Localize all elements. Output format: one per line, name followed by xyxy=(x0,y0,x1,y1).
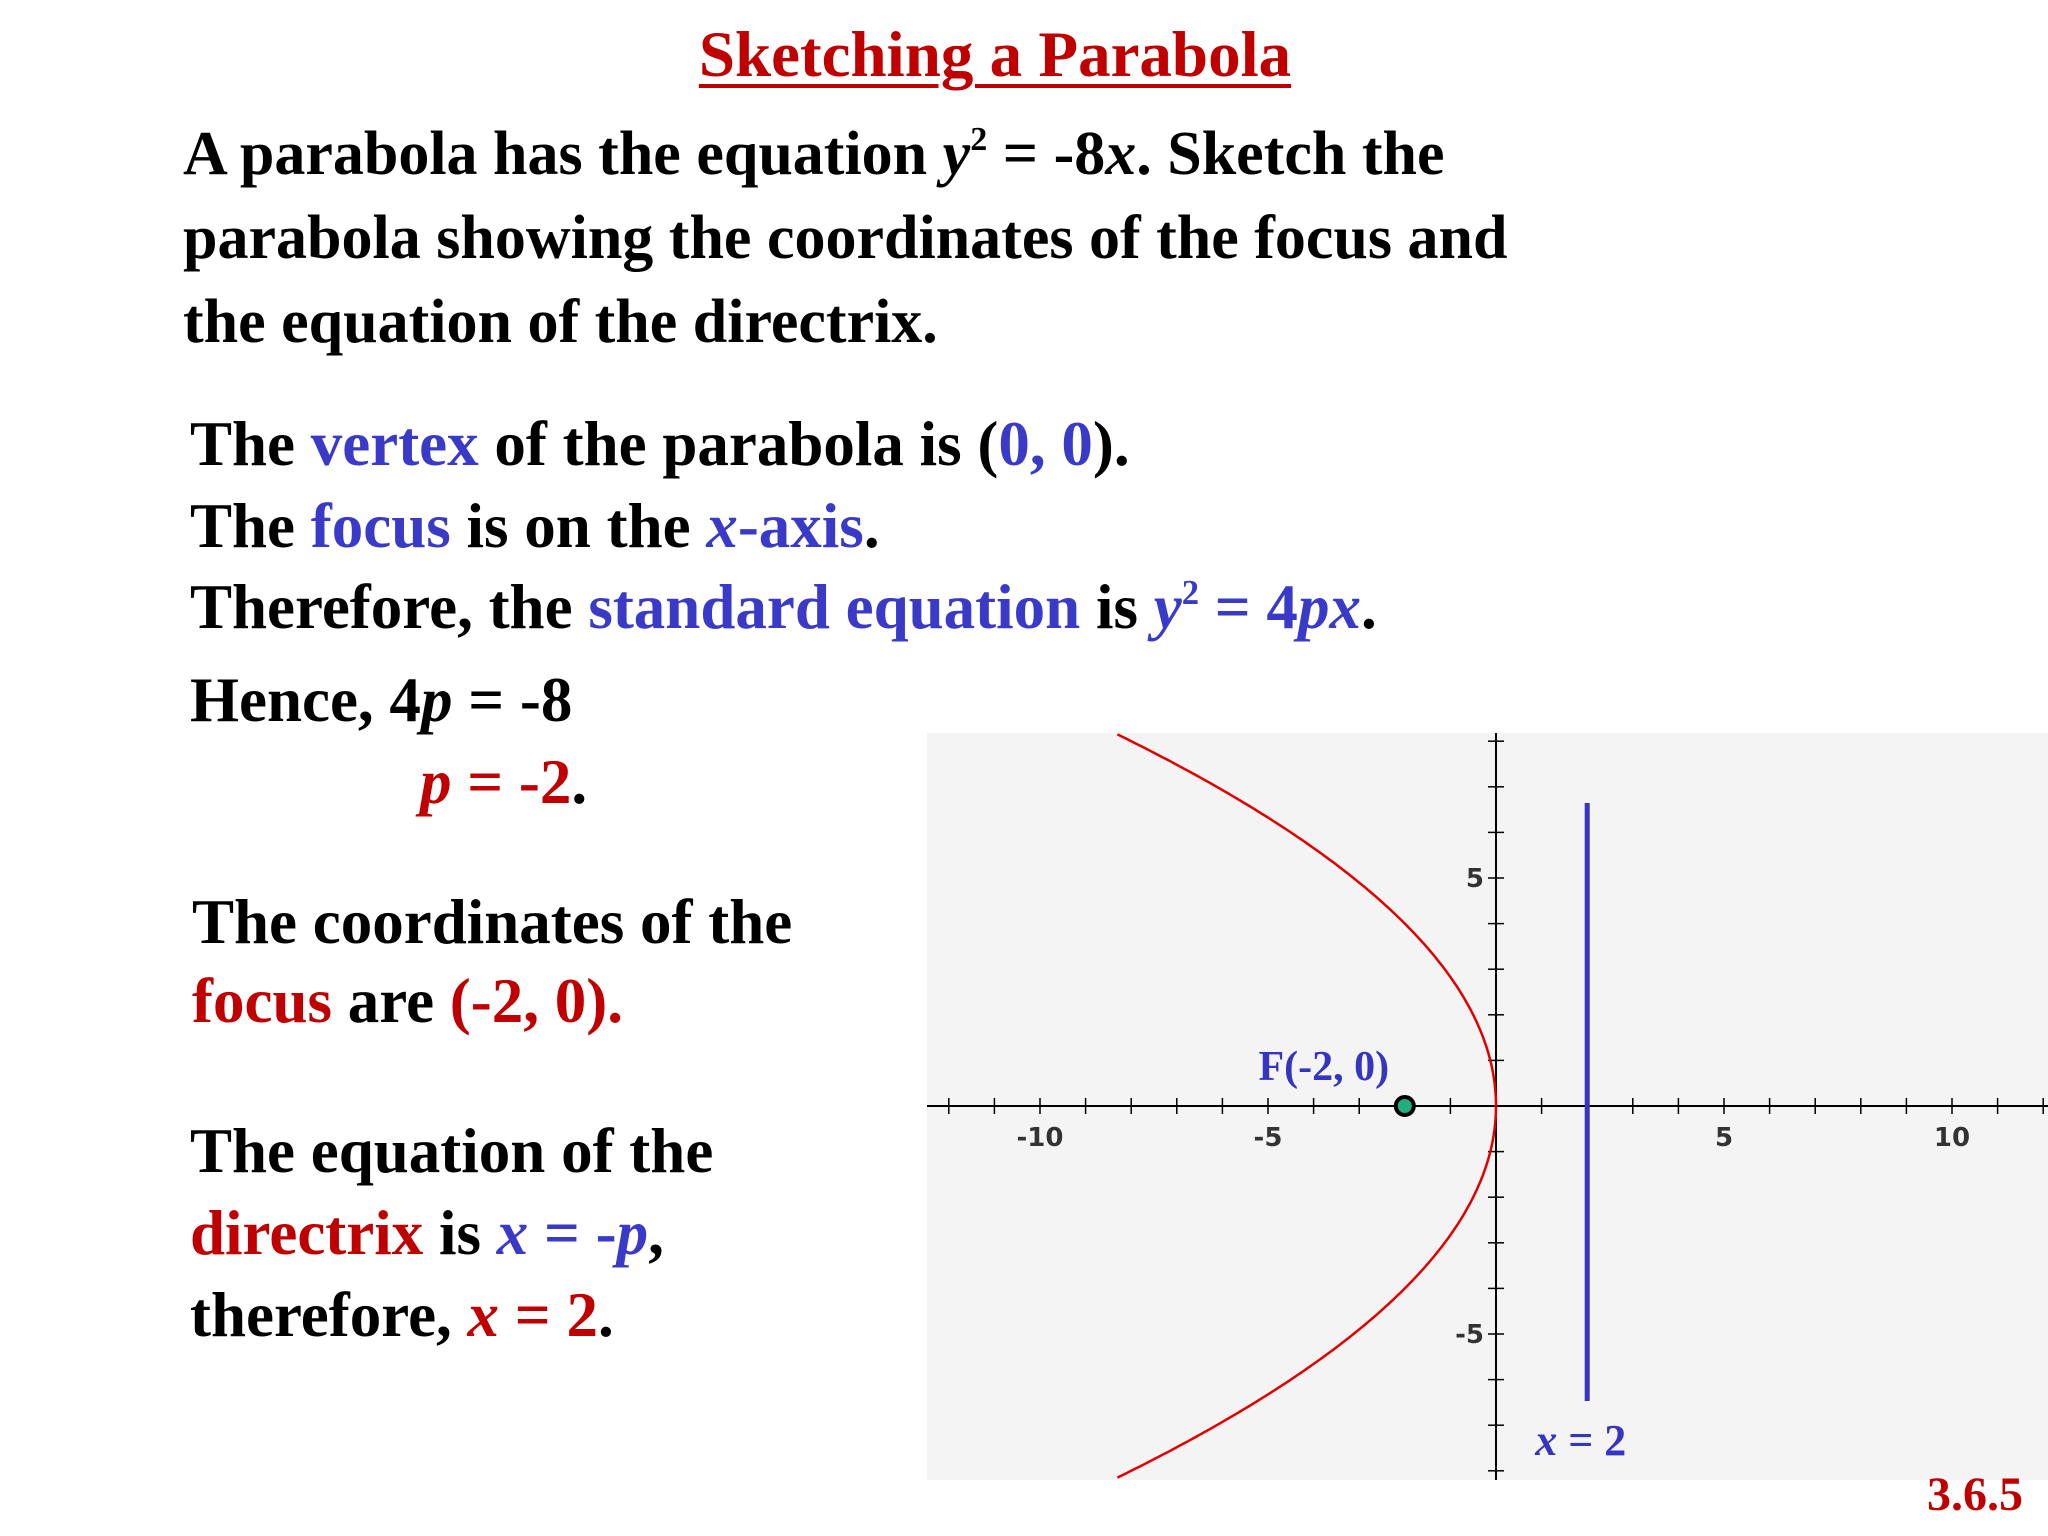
y-tick-label: -5 xyxy=(1455,1320,1484,1350)
y-tick-label: 5 xyxy=(1465,864,1484,894)
p-value: p = -2. xyxy=(420,747,588,817)
x-tick-label: -10 xyxy=(1016,1123,1064,1153)
graph-canvas xyxy=(927,733,2048,1480)
problem-statement xyxy=(183,112,1508,364)
directrix-label: x = 2 xyxy=(1535,1416,1627,1465)
focus-label: F(-2, 0) xyxy=(1258,1044,1390,1090)
x-tick-label: 10 xyxy=(1933,1123,1971,1153)
slide-title: Sketching a Parabola xyxy=(698,19,1292,91)
directrix-statement: The equation of the directrix is x = -p, therefore, x = 2. xyxy=(190,1116,714,1350)
focus-coordinates-statement: The coordinates of the focus are (-2, 0). xyxy=(192,887,793,1036)
x-tick-label: 5 xyxy=(1714,1123,1734,1153)
problem-line-2: parabola showing the coordinates of the focus and xyxy=(183,204,1508,272)
problem-line-1: A parabola has the equation $y^2 = -8x$. Sketch the xyxy=(183,120,1445,188)
focus-axis-statement: The focus is on the x-axis. xyxy=(190,491,880,561)
standard-equation-statement: Therefore, the standard equation is $y^2 = 4px$. xyxy=(190,572,1377,642)
x-tick-label: -5 xyxy=(1253,1123,1283,1153)
problem-line-3: the equation of the directrix. xyxy=(183,288,938,356)
vertex-statement: The vertex of the parabola is (0, 0). xyxy=(190,409,1130,479)
focus-point xyxy=(1396,1097,1414,1115)
parabola-graph xyxy=(927,733,2048,1480)
hence-equation: Hence, 4p = -8 xyxy=(190,665,573,735)
page-number: 3.6.5 xyxy=(1927,1468,2023,1521)
